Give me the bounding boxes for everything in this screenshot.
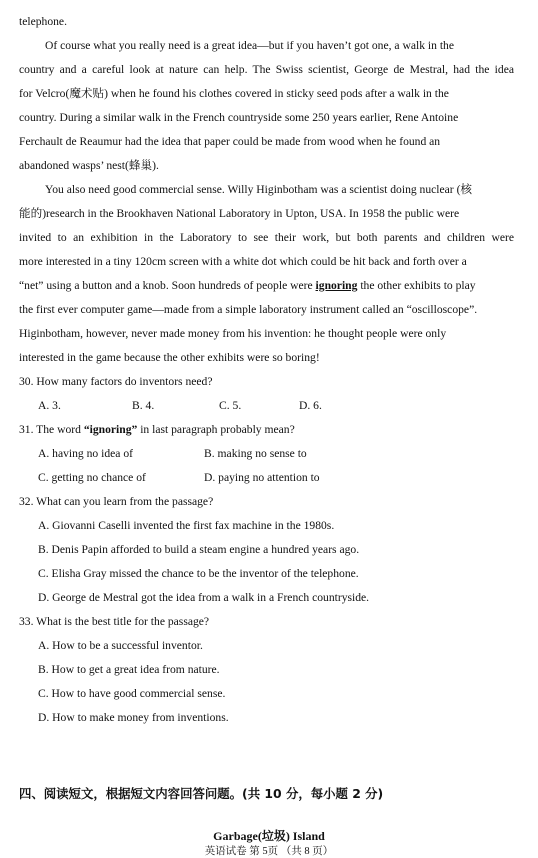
option-c: C. getting no chance of bbox=[38, 471, 146, 484]
passage-text: the other exhibits to play bbox=[357, 279, 476, 292]
question-text: in last paragraph probably mean? bbox=[137, 423, 295, 436]
question-31-stem bbox=[19, 423, 295, 437]
option-c: C. How to have good commercial sense. bbox=[38, 687, 226, 700]
option-a: A. Giovanni Caselli invented the first fax machine in the 1980s. bbox=[38, 519, 335, 532]
passage-line: Ferchault de Reaumur had the idea that paper could be made from wood when he found an bbox=[19, 135, 441, 148]
option-d: D. How to make money from inventions. bbox=[38, 711, 229, 724]
passage-line: country. During a similar walk in the French countryside some 250 years earlier, Rene Antoine bbox=[19, 111, 459, 124]
option-b: B. 4. bbox=[132, 399, 155, 412]
section-heading: 四、阅读短文，根据短文内容回答问题。(共 10 分，每小题 2 分) bbox=[19, 786, 384, 801]
passage-line: the first ever computer game—made from a simple laboratory instrument called an “oscilloscope”. bbox=[19, 303, 478, 316]
passage-line: abandoned wasps’ nest(蜂巢). bbox=[19, 159, 159, 172]
passage-title: Garbage(垃圾) Island bbox=[213, 829, 325, 843]
option-d: D. 6. bbox=[299, 399, 322, 412]
passage-line: Of course what you really need is a great idea—but if you haven’t got one, a walk in the bbox=[45, 39, 454, 52]
passage-line bbox=[19, 279, 476, 293]
question-33-stem: 33. What is the best title for the passage? bbox=[19, 615, 210, 628]
option-c: C. Elisha Gray missed the chance to be the inventor of the telephone. bbox=[38, 567, 359, 580]
option-c: C. 5. bbox=[219, 399, 242, 412]
passage-line: country and a careful look at nature can help. The Swiss scientist, George de Mestral, had the idea bbox=[19, 63, 514, 76]
option-a: A. How to be a successful inventor. bbox=[38, 639, 203, 652]
page-footer: 英语试卷 第 5页 （共 8 页） bbox=[204, 846, 334, 857]
passage-line: 能的)research in the Brookhaven National Laboratory in Upton, USA. In 1958 the public were bbox=[19, 207, 460, 220]
option-b: B. How to get a great idea from nature. bbox=[38, 663, 220, 676]
passage-line: You also need good commercial sense. Willy Higinbotham was a scientist doing nuclear (核 bbox=[45, 183, 473, 196]
question-30-stem: 30. How many factors do inventors need? bbox=[19, 375, 213, 388]
option-d: D. paying no attention to bbox=[204, 471, 320, 484]
passage-line: Higinbotham, however, never made money from his invention: he thought people were only bbox=[19, 327, 447, 340]
option-d: D. George de Mestral got the idea from a walk in a French countryside. bbox=[38, 591, 370, 604]
passage-text: “net” using a button and a knob. Soon hundreds of people were bbox=[19, 279, 316, 292]
passage-line: telephone. bbox=[19, 15, 67, 28]
question-32-stem: 32. What can you learn from the passage? bbox=[19, 495, 214, 508]
question-text: 31. The word bbox=[19, 423, 84, 436]
underlined-word: ignoring bbox=[315, 279, 358, 292]
passage-line: invited to an exhibition in the Laboratory to see their work, but both parents and children were bbox=[19, 231, 514, 244]
quoted-word: “ignoring” bbox=[83, 423, 138, 436]
option-a: A. 3. bbox=[38, 399, 61, 412]
passage-line: for Velcro(魔术贴) when he found his clothes covered in sticky seed pods after a walk in the bbox=[19, 87, 449, 100]
passage-line: interested in the game because the other exhibits were so boring! bbox=[19, 351, 320, 364]
option-b: B. making no sense to bbox=[204, 447, 307, 460]
passage-line: more interested in a tiny 120cm screen with a white dot which could be hit back and forth over a bbox=[19, 255, 467, 268]
option-b: B. Denis Papin afforded to build a steam engine a hundred years ago. bbox=[38, 543, 360, 556]
option-a: A. having no idea of bbox=[38, 447, 133, 460]
